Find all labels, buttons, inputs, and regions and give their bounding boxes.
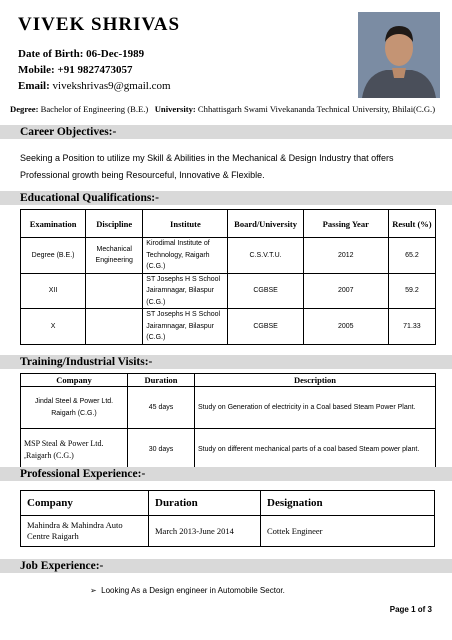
result-cell: 71.33 [388, 309, 435, 345]
board-cell: CGBSE [228, 309, 303, 345]
job-bullet-item [90, 586, 285, 595]
column-header: Designation [261, 491, 435, 516]
table-header-row [21, 374, 436, 387]
exam-cell: Degree (B.E.) [21, 238, 86, 274]
column-header: Company [21, 374, 128, 387]
discipline-cell: Mechanical Engineering [86, 238, 143, 274]
email-label: Email: [18, 80, 50, 92]
exam-cell: XII [21, 273, 86, 309]
result-cell: 59.2 [388, 273, 435, 309]
institute-cell: ST Josephs H S School Jairamnagar, Bilaspur (C.G.) [143, 309, 228, 345]
dob-label: Date of Birth: [18, 48, 84, 60]
board-cell: C.S.V.T.U. [228, 238, 303, 274]
year-cell: 2005 [303, 309, 388, 345]
table-row [21, 309, 436, 345]
column-header: Passing Year [303, 210, 388, 238]
university-value: Chhattisgarh Swami Vivekananda Technical University, Bhilai(C.G.) [197, 104, 436, 114]
mobile-label: Mobile: [18, 64, 55, 76]
column-header: Description [195, 374, 436, 387]
company-cell: Mahindra & Mahindra Auto Centre Raigarh [21, 516, 149, 547]
board-cell: CGBSE [228, 273, 303, 309]
email-value: vivekshrivas9@gmail.com [52, 80, 171, 92]
institute-cell: Kirodimal Institute of Technology, Raigarh (C.G.) [143, 238, 228, 274]
column-header: Board/University [228, 210, 303, 238]
education-table [20, 209, 436, 345]
description-cell: Study on Generation of electricity in a Coal based Steam Power Plant. [195, 387, 436, 429]
training-section-header: Training/Industrial Visits:- [0, 355, 452, 369]
experience-section-header: Professional Experience:- [0, 467, 452, 481]
mobile-line [18, 64, 132, 76]
column-header: Institute [143, 210, 228, 238]
discipline-cell [86, 309, 143, 345]
table-row [21, 238, 436, 274]
column-header: Examination [21, 210, 86, 238]
experience-table [20, 490, 435, 547]
job-section-header: Job Experience:- [0, 559, 452, 573]
table-row [21, 429, 436, 471]
table-row [21, 516, 435, 547]
column-header: Discipline [86, 210, 143, 238]
result-cell: 65.2 [388, 238, 435, 274]
table-header-row [21, 210, 436, 238]
degree-value: Bachelor of Engineering (B.E.) [40, 104, 149, 114]
mobile-value: +91 9827473057 [57, 64, 133, 76]
duration-cell: March 2013-June 2014 [149, 516, 261, 547]
education-section-header: Educational Qualifications:- [0, 191, 452, 205]
email-line [18, 80, 171, 92]
profile-photo [358, 12, 440, 98]
career-section-header: Career Objectives:- [0, 125, 452, 139]
dob-value: 06-Dec-1989 [86, 48, 145, 60]
university-label: University: [154, 104, 196, 114]
year-cell: 2012 [303, 238, 388, 274]
table-row [21, 387, 436, 429]
column-header: Duration [149, 491, 261, 516]
designation-cell: Cottek Engineer [261, 516, 435, 547]
degree-label: Degree: [10, 104, 39, 114]
page-number: Page 1 of 3 [389, 605, 432, 614]
job-bullet-text: Looking As a Design engineer in Automobile Sector. [101, 586, 285, 595]
column-header: Duration [128, 374, 195, 387]
column-header: Company [21, 491, 149, 516]
table-header-row [21, 491, 435, 516]
year-cell: 2007 [303, 273, 388, 309]
discipline-cell [86, 273, 143, 309]
column-header: Result (%) [388, 210, 435, 238]
description-cell: Study on different mechanical parts of a coal based Steam power plant. [195, 429, 436, 471]
exam-cell: X [21, 309, 86, 345]
candidate-name: VIVEK SHRIVAS [18, 14, 181, 35]
dob-line [18, 48, 144, 60]
company-cell: MSP Steal & Power Ltd. ,Raigarh (C.G.) [21, 429, 128, 471]
career-objective-text: Seeking a Position to utilize my Skill & Abilities in the Mechanical & Design Industry that offers Professional growth being Resourceful, Innovative & Flexible. [20, 153, 394, 180]
training-table [20, 373, 436, 471]
degree-line [10, 104, 435, 114]
duration-cell: 30 days [128, 429, 195, 471]
arrow-bullet-icon: ➢ [90, 586, 97, 595]
table-row [21, 273, 436, 309]
duration-cell: 45 days [128, 387, 195, 429]
institute-cell: ST Josephs H S School Jairamnagar, Bilaspur (C.G.) [143, 273, 228, 309]
company-cell: Jindal Steel & Power Ltd. Raigarh (C.G.) [21, 387, 128, 429]
